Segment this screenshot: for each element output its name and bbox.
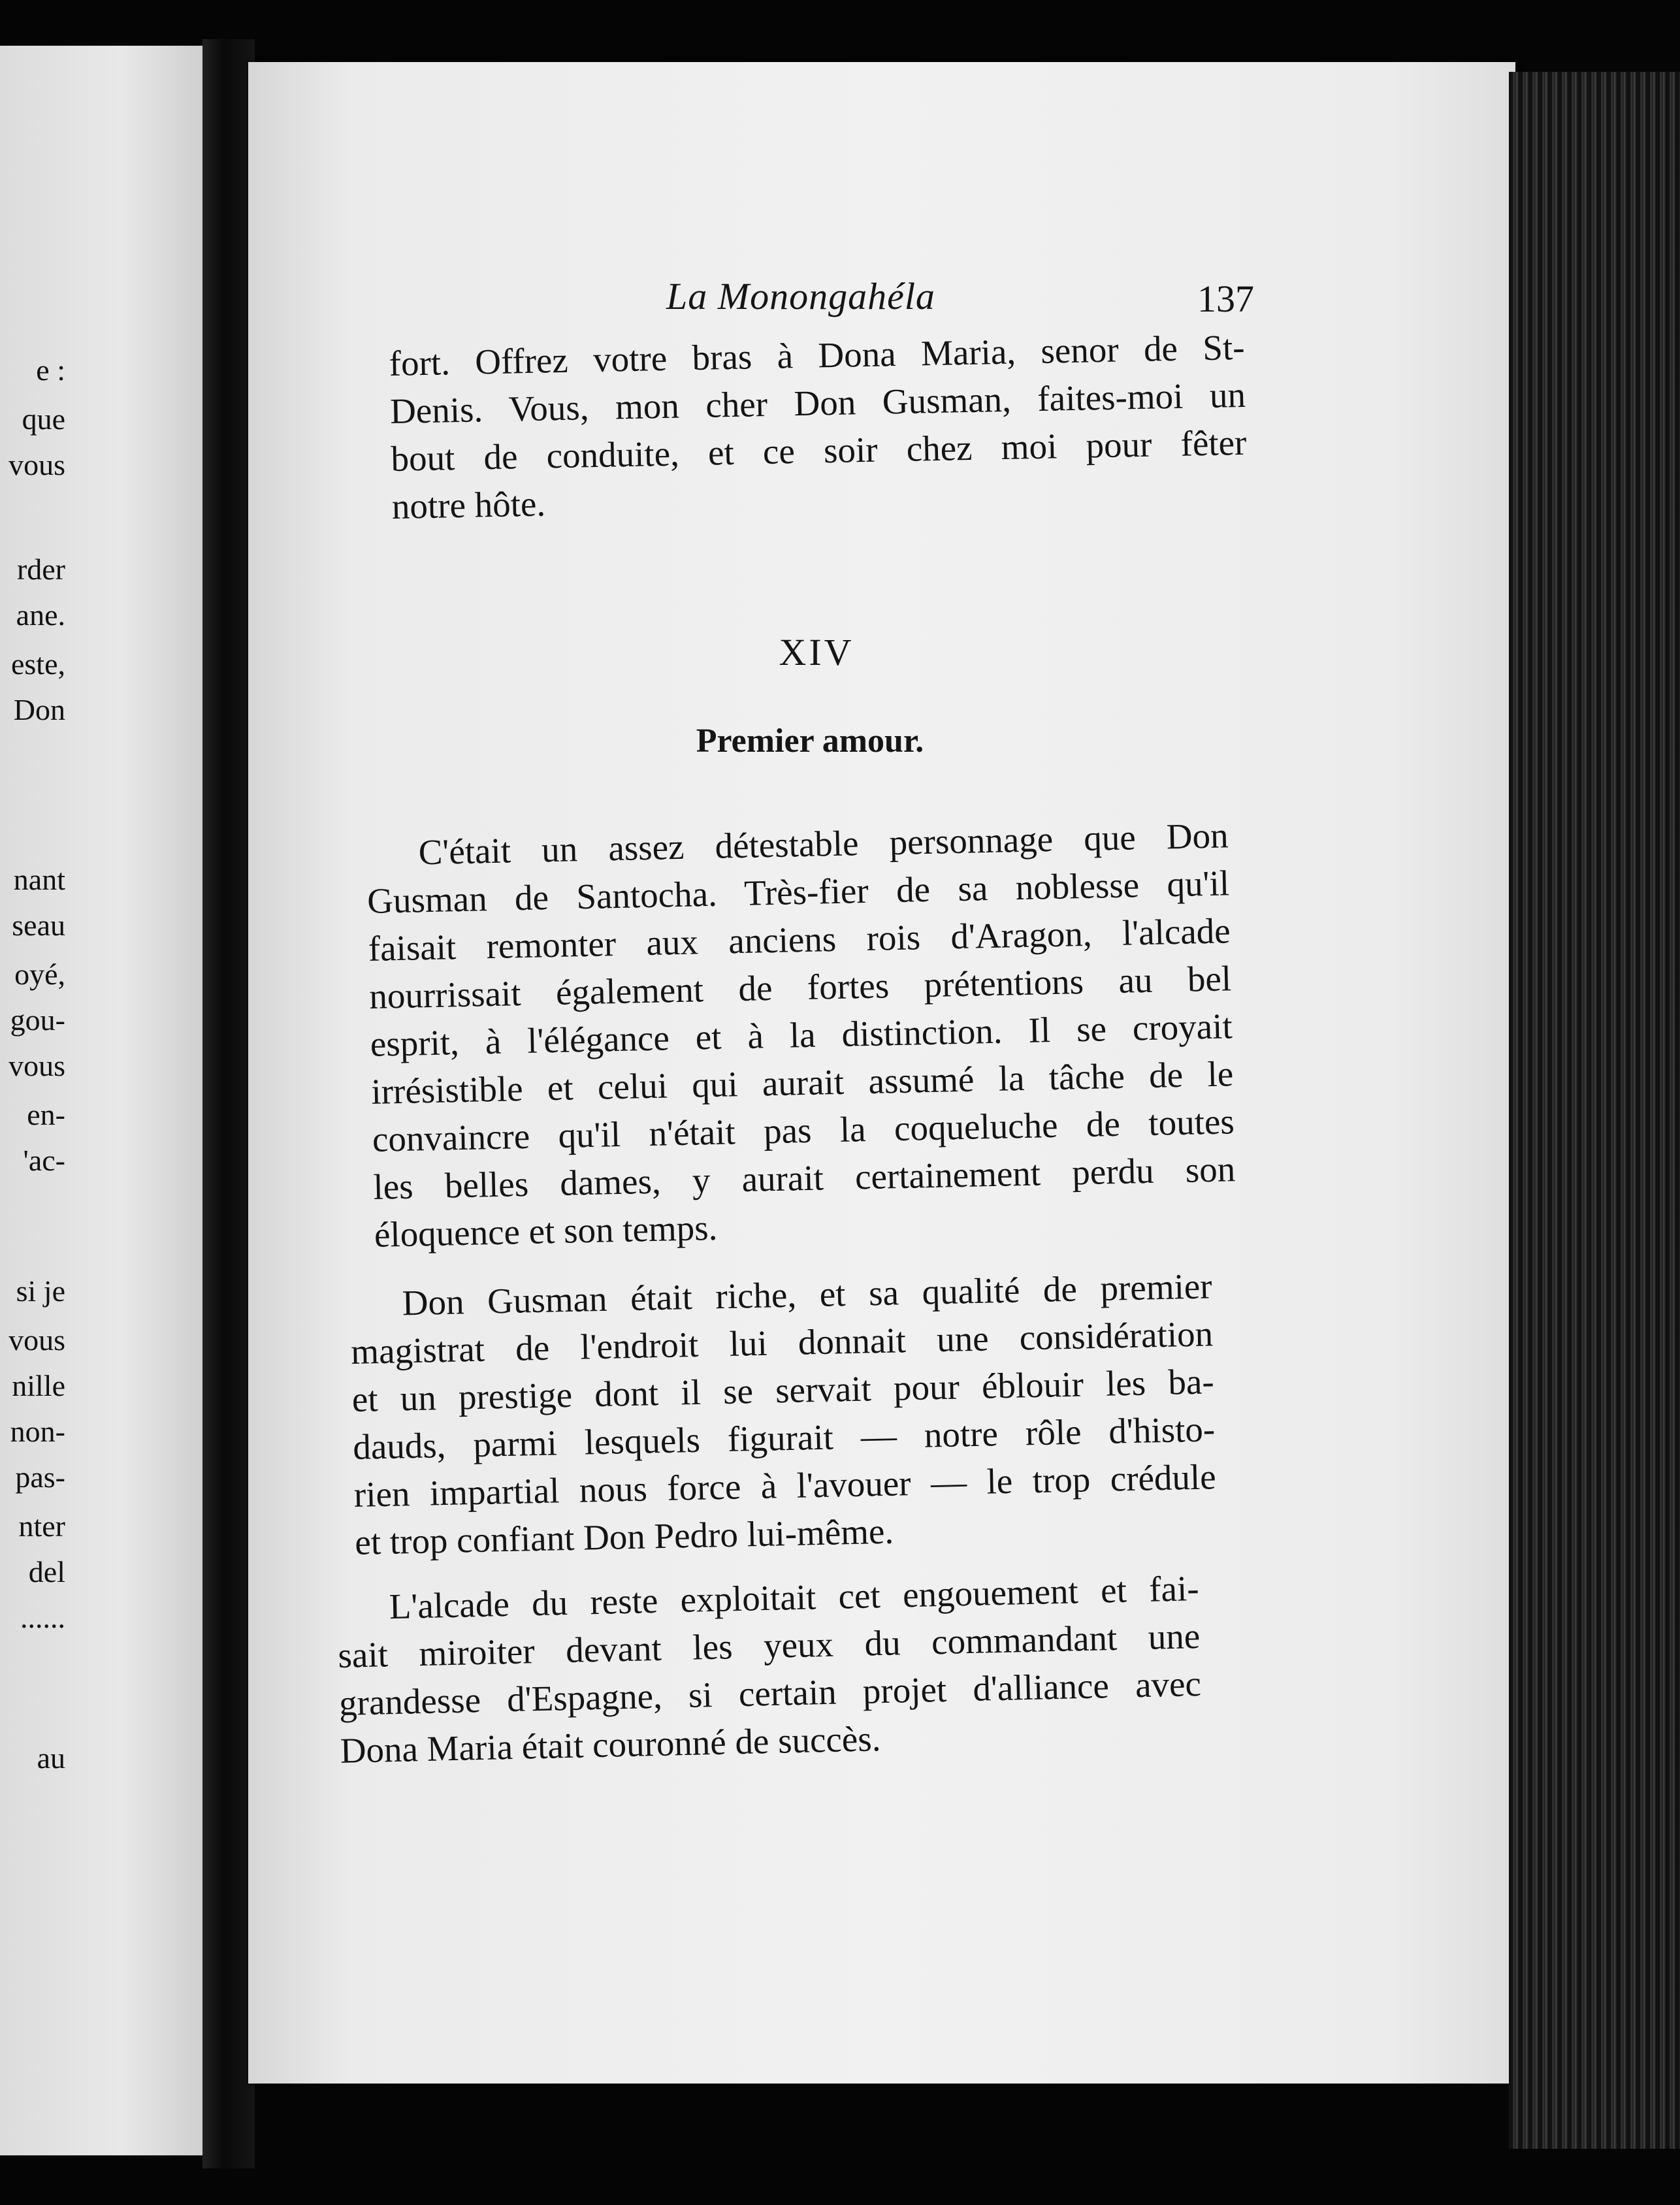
left-page-line: este,: [10, 647, 65, 681]
left-page-line: vous: [8, 1323, 65, 1357]
left-page-line: gou-: [10, 1003, 65, 1037]
left-page-line: ......: [20, 1601, 65, 1634]
text-line: éloquence et son temps.: [374, 1207, 718, 1255]
text-line: grandesse d'Espagne, si certain projet d'alliance avec: [338, 1664, 1202, 1723]
text-line: notre hôte.: [391, 483, 546, 526]
left-page-line: en-: [27, 1098, 65, 1131]
text-line: fort. Offrez votre bras à Dona Maria, senor de St-: [389, 327, 1246, 383]
text-line: sait miroiter devant les yeux du commandant une: [337, 1616, 1201, 1675]
chapter-title: Premier amour.: [696, 722, 924, 760]
page-number: 137: [1197, 278, 1254, 320]
text-line: Denis. Vous, mon cher Don Gusman, faites-moi un: [389, 374, 1246, 431]
left-page-line: e :: [36, 353, 65, 387]
text-line: nourrissait également de fortes prétentions au bel: [368, 958, 1232, 1016]
text-line: irrésistible et celui qui aurait assumé la tâche de le: [370, 1054, 1234, 1112]
text-line: Gusman de Santocha. Très-fier de sa noblesse qu'il: [366, 863, 1230, 921]
text-line: Don Gusman était riche, et sa qualité de premier: [402, 1266, 1213, 1323]
left-page-line: nter: [18, 1509, 65, 1543]
text-line: magistrat de l'endroit lui donnait une considération: [350, 1313, 1214, 1372]
left-page-line: pas-: [15, 1460, 65, 1494]
text-line: faisait remonter aux anciens rois d'Aragon, l'alcade: [368, 910, 1231, 969]
paragraph: [366, 811, 1236, 1259]
left-page-line: nant: [13, 863, 65, 896]
running-title: La Monongahéla: [666, 275, 935, 317]
left-page-line: si je: [16, 1274, 65, 1308]
book-gutter: [202, 39, 255, 2168]
left-page-line: del: [28, 1555, 65, 1588]
page-fore-edge: [1509, 72, 1680, 2149]
text-line: les belles dames, y aurait certainement perdu son: [372, 1149, 1236, 1207]
text-line: dauds, parmi lesquels figurait — notre rôle d'histo-: [352, 1409, 1216, 1467]
left-page-line: vous: [8, 1049, 65, 1082]
text-line: rien impartial nous force à l'avouer — le trop crédule: [353, 1457, 1217, 1515]
left-page-line: oyé,: [14, 958, 65, 991]
left-page-line: rder: [16, 553, 65, 586]
paragraph: [349, 1262, 1218, 1566]
paragraph: [336, 1564, 1203, 1775]
left-page-line: non-: [10, 1415, 65, 1448]
continuation-paragraph: [389, 323, 1248, 530]
text-line: esprit, à l'élégance et à la distinction. Il se croyait: [370, 1006, 1233, 1064]
text-line: Dona Maria était couronné de succès.: [340, 1718, 881, 1771]
text-line: L'alcade du reste exploitait cet engouement et fai-: [389, 1568, 1200, 1627]
text-line: bout de conduite, et ce soir chez moi pour fêter: [390, 422, 1247, 479]
text-line: et trop confiant Don Pedro lui-même.: [354, 1511, 894, 1562]
text-line: et un prestige dont il se servait pour éblouir les ba-: [351, 1361, 1215, 1419]
left-page-line: au: [37, 1741, 65, 1775]
left-page-line: Don: [13, 693, 65, 726]
chapter-number: XIV: [779, 631, 854, 673]
left-page-line: nille: [12, 1369, 65, 1402]
left-page-line: 'ac-: [23, 1144, 65, 1177]
previous-page-fragment: [0, 46, 202, 2155]
running-header: [418, 274, 1254, 327]
left-page-line: vous: [8, 448, 65, 481]
text-line: convaincre qu'il n'était pas la coqueluche de toutes: [372, 1101, 1235, 1159]
left-page-line: ane.: [16, 598, 65, 632]
left-page-line: que: [22, 402, 65, 436]
left-page-line: seau: [12, 909, 65, 942]
text-line: C'était un assez détestable personnage que Don: [418, 815, 1229, 873]
